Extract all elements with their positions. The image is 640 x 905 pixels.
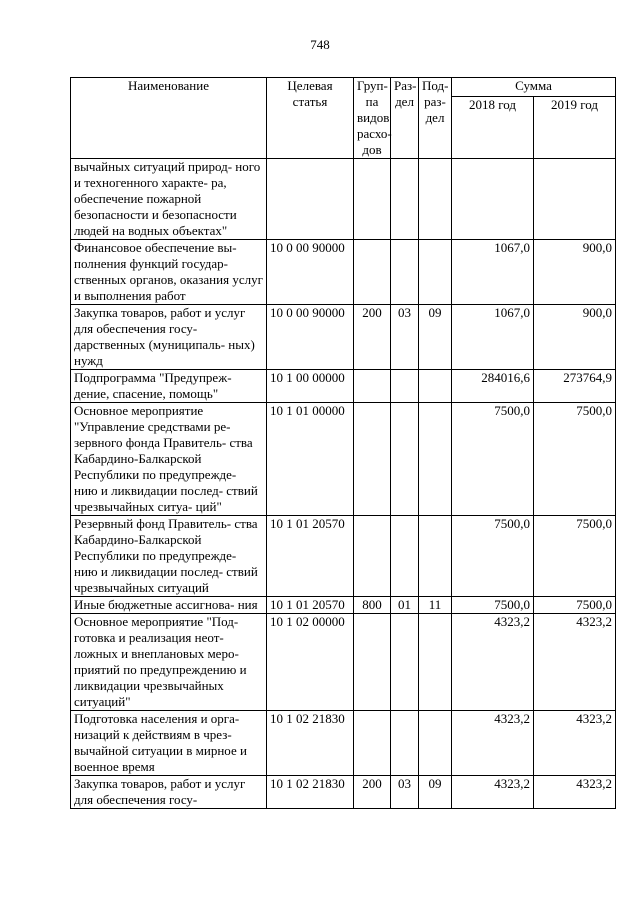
cell-target-code: 10 0 00 90000 bbox=[267, 240, 354, 305]
cell-subsection bbox=[419, 403, 452, 516]
cell-subsection bbox=[419, 614, 452, 711]
cell-section bbox=[391, 403, 419, 516]
cell-section bbox=[391, 370, 419, 403]
cell-subsection: 09 bbox=[419, 776, 452, 809]
cell-amount-2018: 4323,2 bbox=[452, 711, 534, 776]
cell-expense-group: 200 bbox=[354, 305, 391, 370]
cell-amount-2018: 1067,0 bbox=[452, 240, 534, 305]
cell-amount-2019: 900,0 bbox=[534, 305, 616, 370]
cell-target-code: 10 1 02 21830 bbox=[267, 776, 354, 809]
cell-amount-2018: 4323,2 bbox=[452, 776, 534, 809]
cell-target-code bbox=[267, 159, 354, 240]
cell-amount-2019: 7500,0 bbox=[534, 516, 616, 597]
header-name: Наименование bbox=[71, 78, 267, 159]
cell-section bbox=[391, 711, 419, 776]
cell-expense-group bbox=[354, 159, 391, 240]
cell-section bbox=[391, 240, 419, 305]
header-year-2019: 2019 год bbox=[534, 97, 616, 159]
cell-subsection bbox=[419, 240, 452, 305]
cell-name: Финансовое обеспечение вы- полнения функций государ- ственных органов, оказания услуг и выполнения работ bbox=[71, 240, 267, 305]
cell-subsection: 09 bbox=[419, 305, 452, 370]
cell-expense-group bbox=[354, 240, 391, 305]
cell-amount-2019: 4323,2 bbox=[534, 711, 616, 776]
cell-amount-2018: 7500,0 bbox=[452, 597, 534, 614]
table-row bbox=[71, 776, 616, 809]
cell-target-code: 10 0 00 90000 bbox=[267, 305, 354, 370]
table-row bbox=[71, 516, 616, 597]
cell-amount-2019 bbox=[534, 159, 616, 240]
budget-table bbox=[70, 77, 616, 809]
cell-subsection bbox=[419, 516, 452, 597]
cell-section bbox=[391, 516, 419, 597]
cell-amount-2018: 7500,0 bbox=[452, 516, 534, 597]
cell-expense-group: 800 bbox=[354, 597, 391, 614]
cell-name: вычайных ситуаций природ- ного и техногенного характе- ра, обеспечение пожарной безопасности и безопасности людей на водных объектах" bbox=[71, 159, 267, 240]
table-body bbox=[71, 159, 616, 809]
cell-target-code: 10 1 01 00000 bbox=[267, 403, 354, 516]
cell-target-code: 10 1 01 20570 bbox=[267, 597, 354, 614]
cell-amount-2019: 4323,2 bbox=[534, 614, 616, 711]
cell-amount-2018: 1067,0 bbox=[452, 305, 534, 370]
cell-section: 03 bbox=[391, 305, 419, 370]
cell-expense-group bbox=[354, 614, 391, 711]
cell-amount-2019: 4323,2 bbox=[534, 776, 616, 809]
cell-target-code: 10 1 02 00000 bbox=[267, 614, 354, 711]
cell-subsection bbox=[419, 370, 452, 403]
cell-name: Резервный фонд Правитель- ства Кабардино-Балкарской Республики по предупрежде- нию и ликвидации послед- ствий чрезвычайных ситуаций bbox=[71, 516, 267, 597]
cell-target-code: 10 1 02 21830 bbox=[267, 711, 354, 776]
table-row bbox=[71, 370, 616, 403]
cell-amount-2018: 7500,0 bbox=[452, 403, 534, 516]
cell-name: Закупка товаров, работ и услуг для обеспечения госу- дарственных (муниципаль- ных) нужд bbox=[71, 305, 267, 370]
cell-amount-2018 bbox=[452, 159, 534, 240]
header-subsection: Под- раз- дел bbox=[419, 78, 452, 159]
cell-amount-2018: 4323,2 bbox=[452, 614, 534, 711]
cell-amount-2019: 7500,0 bbox=[534, 597, 616, 614]
cell-section bbox=[391, 614, 419, 711]
page-number: 748 bbox=[310, 37, 330, 52]
table-row bbox=[71, 305, 616, 370]
cell-amount-2019: 900,0 bbox=[534, 240, 616, 305]
table-row bbox=[71, 597, 616, 614]
table-row bbox=[71, 240, 616, 305]
cell-target-code: 10 1 00 00000 bbox=[267, 370, 354, 403]
cell-expense-group bbox=[354, 403, 391, 516]
header-year-2018: 2018 год bbox=[452, 97, 534, 159]
header-sum: Сумма bbox=[452, 78, 616, 97]
cell-subsection bbox=[419, 711, 452, 776]
cell-target-code: 10 1 01 20570 bbox=[267, 516, 354, 597]
cell-name: Подготовка населения и орга- низаций к действиям в чрез- вычайной ситуации в мирное и военное время bbox=[71, 711, 267, 776]
cell-amount-2018: 284016,6 bbox=[452, 370, 534, 403]
cell-section: 01 bbox=[391, 597, 419, 614]
cell-name: Иные бюджетные ассигнова- ния bbox=[71, 597, 267, 614]
cell-amount-2019: 273764,9 bbox=[534, 370, 616, 403]
cell-name: Закупка товаров, работ и услуг для обеспечения госу- bbox=[71, 776, 267, 809]
cell-subsection: 11 bbox=[419, 597, 452, 614]
table-row bbox=[71, 403, 616, 516]
header-section: Раз- дел bbox=[391, 78, 419, 159]
table-row bbox=[71, 711, 616, 776]
cell-expense-group: 200 bbox=[354, 776, 391, 809]
cell-expense-group bbox=[354, 711, 391, 776]
header-group: Груп- па видов расхо- дов bbox=[354, 78, 391, 159]
cell-amount-2019: 7500,0 bbox=[534, 403, 616, 516]
cell-subsection bbox=[419, 159, 452, 240]
cell-section bbox=[391, 159, 419, 240]
header-target: Целевая статья bbox=[267, 78, 354, 159]
cell-name: Основное мероприятие "Управление средствами ре- зервного фонда Правитель- ства Кабардино-Балкарской Республики по предупрежде- нию и ликвидации послед- ствий чрезвычайных ситуа- ций" bbox=[71, 403, 267, 516]
cell-expense-group bbox=[354, 516, 391, 597]
table-row bbox=[71, 159, 616, 240]
cell-name: Основное мероприятие "Под- готовка и реализация неот- ложных и внеплановых меро- приятий по предупреждению и ликвидации чрезвычайных ситуаций" bbox=[71, 614, 267, 711]
cell-name: Подпрограмма "Предупреж- дение, спасение, помощь" bbox=[71, 370, 267, 403]
table-row bbox=[71, 614, 616, 711]
cell-expense-group bbox=[354, 370, 391, 403]
cell-section: 03 bbox=[391, 776, 419, 809]
